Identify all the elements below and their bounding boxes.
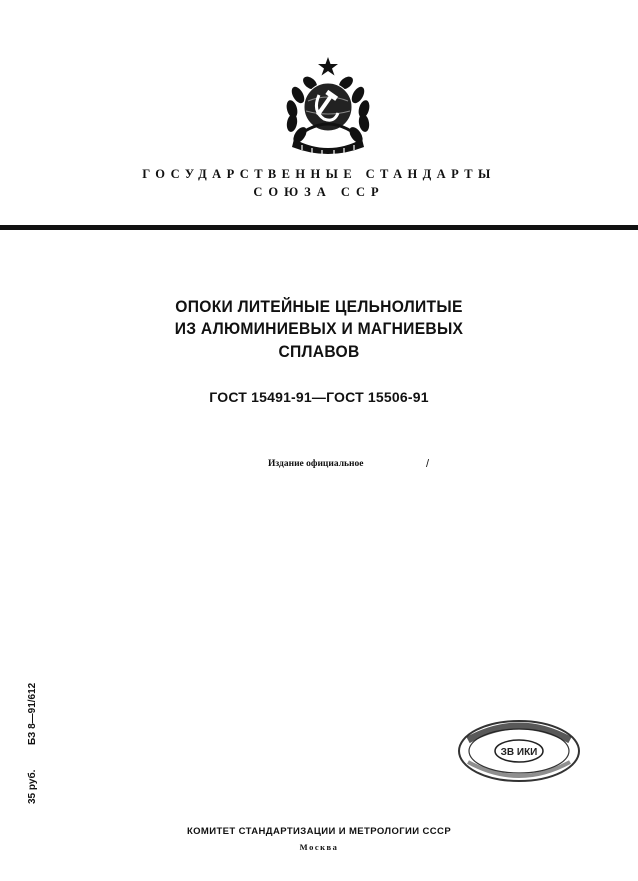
edition-mark: / [426, 458, 430, 470]
document-title-line-1: ОПОКИ ЛИТЕЙНЫЕ ЦЕЛЬНОЛИТЫЕ [175, 297, 463, 316]
edition-label: Издание официальное [268, 459, 364, 469]
standard-numbers: ГОСТ 15491-91—ГОСТ 15506-91 [209, 389, 429, 405]
publisher: КОМИТЕТ СТАНДАРТИЗАЦИИ И МЕТРОЛОГИИ СССР [186, 826, 452, 837]
document-title-line-3: СПЛАВОВ [278, 342, 360, 361]
header-divider [0, 225, 638, 230]
series-title: ГОСУДАРСТВЕННЫЕ СТАНДАРТЫ [142, 167, 496, 181]
document-title-line-2: ИЗ АЛЮМИНИЕВЫХ И МАГНИЕВЫХ [174, 319, 464, 338]
ussr-coat-of-arms-icon [272, 55, 384, 155]
publication-city: Москва [299, 842, 339, 852]
price-label: 35 руб. [27, 769, 38, 804]
catalog-code: БЗ 8—91/612 [27, 682, 38, 745]
library-stamp-icon [456, 718, 582, 784]
series-subtitle: СОЮЗА ССР [253, 185, 385, 199]
stamp-center-text: ЗВ ИКИ [500, 747, 538, 758]
